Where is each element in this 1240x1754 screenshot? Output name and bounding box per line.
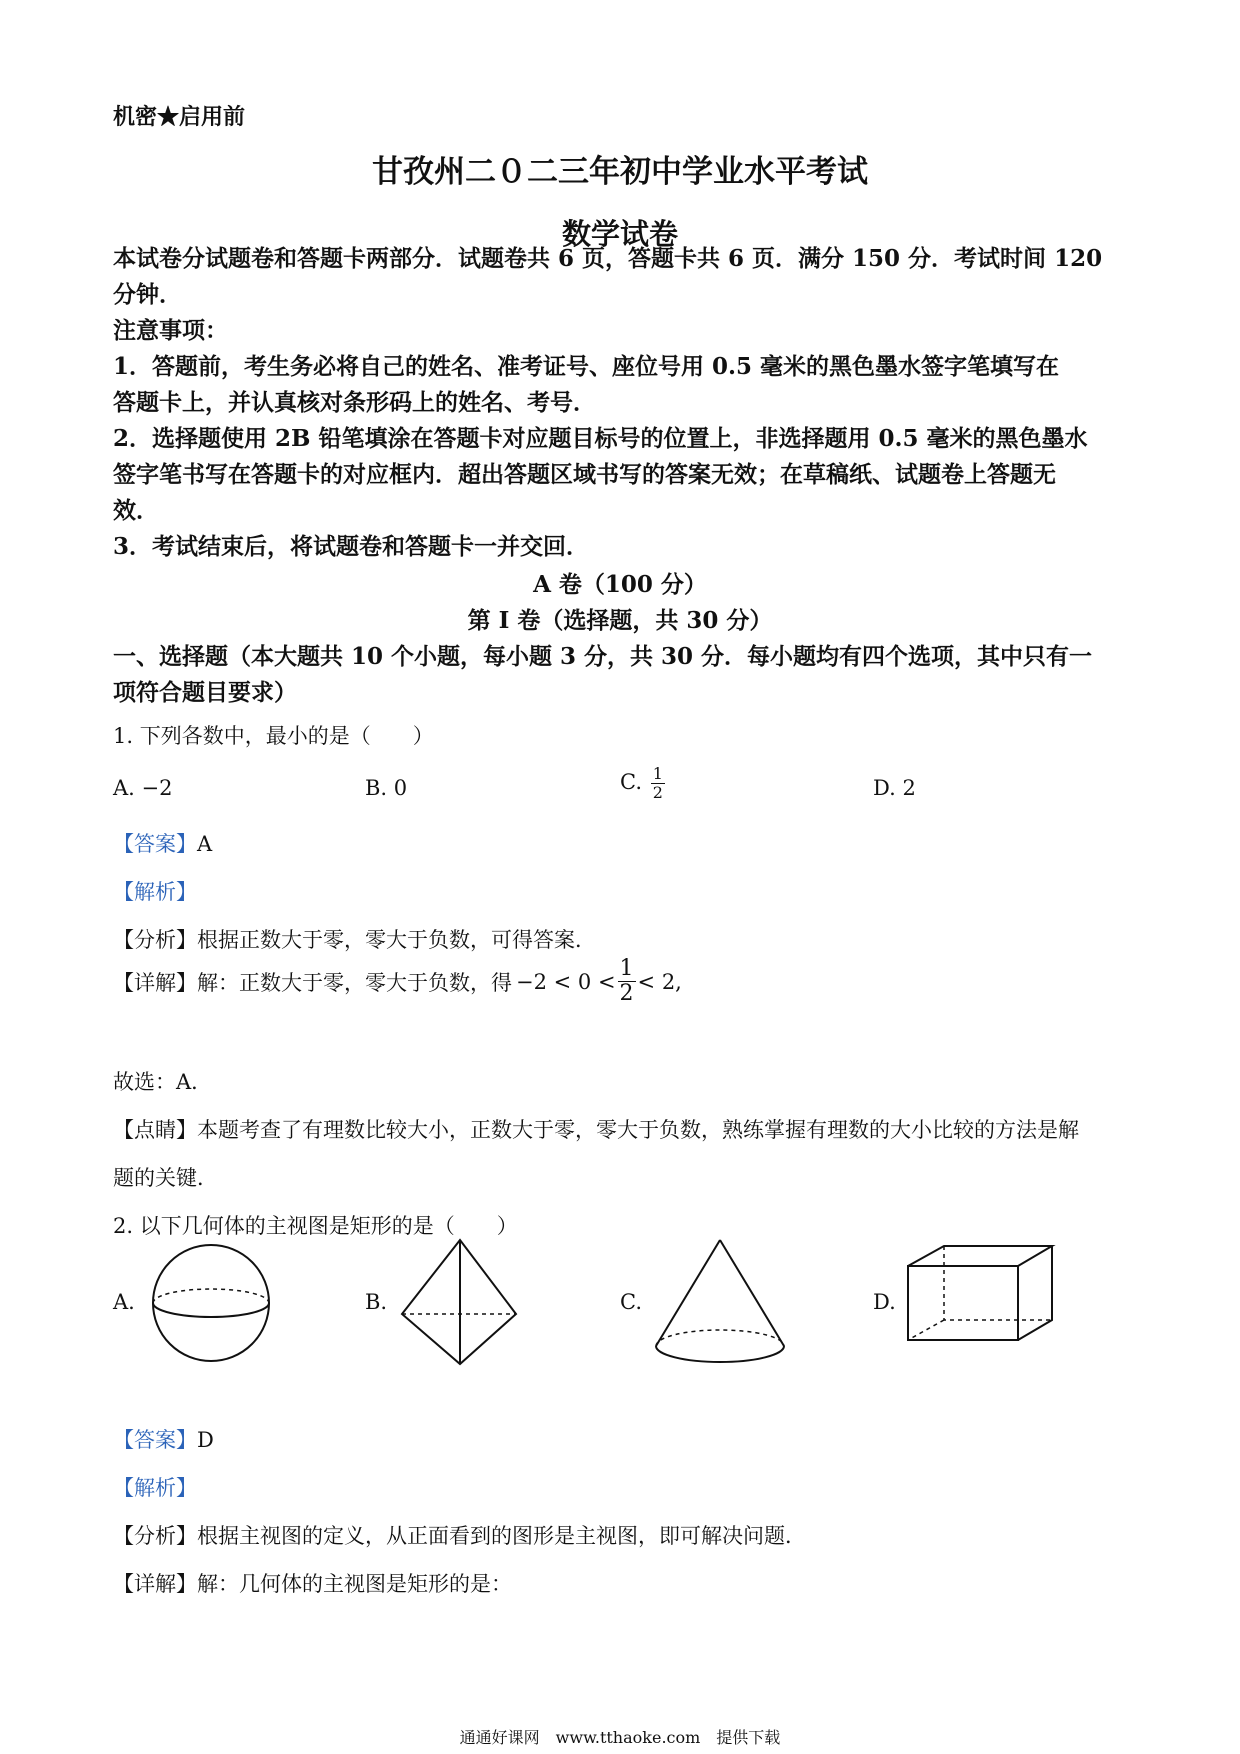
- question-2-stem: 2. 以下几何体的主视图是矩形的是（ ）: [113, 1214, 518, 1238]
- fenxi-tag: 【分析】: [113, 928, 197, 952]
- part-one-heading: 第 I 卷（选择题，共 30 分）: [467, 607, 773, 634]
- question-1-stem: 1. 下列各数中，最小的是（ ）: [113, 724, 434, 748]
- q1-option-c: [620, 766, 667, 801]
- sphere-icon: [146, 1238, 276, 1368]
- detail-expr-right: < 2,: [637, 969, 682, 994]
- detail-tag: 【详解】: [113, 1572, 197, 1596]
- q1-answer: [113, 828, 212, 858]
- q1-conclusion: 故选：A．: [113, 1070, 213, 1094]
- fenxi-text: 根据主视图的定义，从正面看到的图形是主视图，即可解决问题．: [197, 1524, 806, 1548]
- q2-option-c-label: C.: [620, 1290, 642, 1314]
- detail-text: 解：几何体的主视图是矩形的是：: [197, 1572, 512, 1596]
- q1-option-b: B. 0: [365, 776, 408, 800]
- dianjing-text: 本题考查了有理数比较大小，正数大于零，零大于负数，熟练掌握有理数的大小比较的方法是解: [197, 1118, 1079, 1142]
- intro-line-1: 本试卷分试题卷和答题卡两部分．试题卷共 6 页，答题卡共 6 页．满分 150 分．考试时间 120: [113, 245, 1103, 272]
- answer-tag: 【答案】: [113, 832, 197, 856]
- option-value: −2: [141, 776, 173, 800]
- mc-section-heading-cont: 项符合题目要求）: [113, 679, 297, 706]
- cuboid-icon: [906, 1244, 1056, 1344]
- intro-line-2: 分钟．: [113, 281, 182, 308]
- q1-analysis-tag: 【解析】: [113, 880, 197, 904]
- notice-line: 3．考试结束后，将试题卷和答题卡一并交回．: [113, 533, 590, 560]
- q1-option-a: [113, 776, 173, 800]
- detail-text: 解：正数大于零，零大于负数，得: [197, 970, 512, 995]
- exam-subtitle: 数学试卷: [561, 217, 678, 251]
- q2-detail: [113, 1568, 512, 1598]
- fraction: [618, 958, 636, 1005]
- notice-line: 效．: [113, 497, 159, 524]
- q1-dianjing-cont: 题的关键．: [113, 1166, 218, 1190]
- answer-value: D: [197, 1428, 214, 1452]
- confidential-label: 机密★启用前: [113, 104, 246, 130]
- q1-dianjing: [113, 1114, 1079, 1144]
- detail-tag: 【详解】: [113, 970, 197, 995]
- q1-fenxi: [113, 924, 596, 954]
- notice-line: 1．答题前，考生务必将自己的姓名、准考证号、座位号用 0.5 毫米的黑色墨水签字笔填写在: [113, 353, 1060, 380]
- fraction: [651, 766, 665, 801]
- answer-tag: 【答案】: [113, 1428, 197, 1452]
- option-label: A.: [113, 776, 135, 800]
- volume-a-heading: A 卷（100 分）: [533, 571, 707, 598]
- notice-heading: 注意事项：: [113, 317, 228, 344]
- notice-line: 2．选择题使用 2B 铅笔填涂在答题卡对应题目标号的位置上，非选择题用 0.5 毫米的黑色墨水: [113, 425, 1088, 452]
- numerator: 1: [619, 956, 634, 981]
- dianjing-tag: 【点睛】: [113, 1118, 197, 1142]
- q2-fenxi: [113, 1520, 806, 1550]
- q2-answer: [113, 1424, 214, 1454]
- answer-value: A: [197, 832, 213, 856]
- q2-option-a-label: A.: [113, 1290, 135, 1314]
- fenxi-text: 根据正数大于零，零大于负数，可得答案．: [197, 928, 596, 952]
- q2-option-b-label: B.: [365, 1290, 388, 1314]
- fenxi-tag: 【分析】: [113, 1524, 197, 1548]
- q1-option-d: D. 2: [873, 776, 916, 800]
- pyramid-icon: [398, 1236, 520, 1368]
- mc-section-heading: 一、选择题（本大题共 10 个小题，每小题 3 分，共 30 分．每小题均有四个选项，其中只有一: [113, 643, 1093, 670]
- denominator: 2: [652, 783, 663, 802]
- detail-expr-left: −2 < 0 <: [516, 969, 616, 994]
- option-label: C.: [620, 770, 642, 794]
- download-footer: 通通好课网 www.tthaoke.com 提供下载: [459, 1728, 781, 1747]
- q2-option-d-label: D.: [873, 1290, 896, 1314]
- notice-line: 签字笔书写在答题卡的对应框内．超出答题区域书写的答案无效；在草稿纸、试题卷上答题无: [113, 461, 1056, 488]
- denominator: 2: [619, 981, 634, 1006]
- cone-icon: [652, 1236, 788, 1368]
- exam-title: 甘孜州二０二三年初中学业水平考试: [372, 154, 868, 190]
- notice-line: 答题卡上，并认真核对条形码上的姓名、考号．: [113, 389, 596, 416]
- q2-analysis-tag: 【解析】: [113, 1476, 197, 1500]
- q1-detail: [113, 958, 682, 1005]
- numerator: 1: [652, 764, 663, 783]
